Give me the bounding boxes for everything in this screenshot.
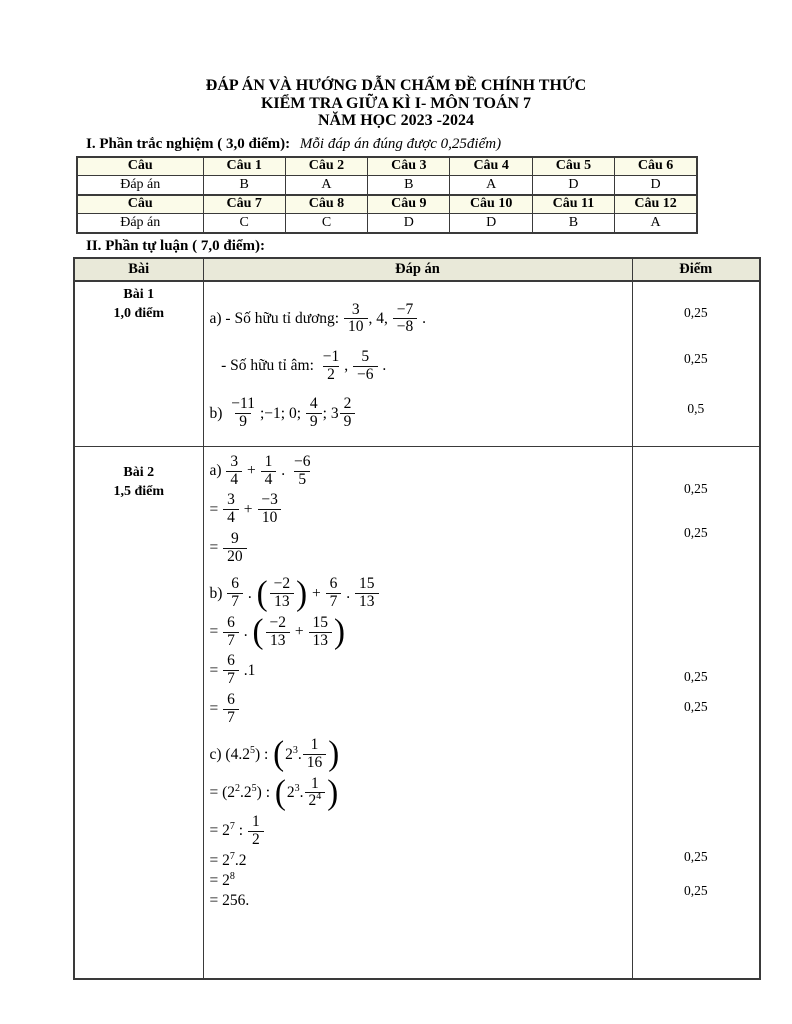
exercise-1-number: Bài 1 bbox=[123, 286, 155, 302]
score-value: 0,25 bbox=[683, 525, 708, 540]
fraction: $\frac{6}{7}$ bbox=[227, 576, 243, 610]
fraction: $\frac{1}{2}$ bbox=[248, 814, 264, 848]
score-value: 0,5 bbox=[687, 400, 705, 416]
score-value: 0,25 bbox=[683, 481, 708, 496]
big-parenthesis: ) bbox=[334, 613, 345, 651]
score-value: 0,25 bbox=[683, 849, 708, 864]
mc-answer-row bbox=[77, 214, 697, 233]
mc-header-cell: Câu 7 bbox=[203, 195, 285, 214]
fraction: $\frac{6}{7}$ bbox=[223, 692, 239, 726]
exercise-1-label-cell bbox=[74, 281, 203, 447]
big-parenthesis: ) bbox=[328, 735, 340, 774]
exercise-1-solution-cell bbox=[203, 281, 632, 447]
score-value: 0,25 bbox=[683, 669, 708, 684]
fraction: $\frac{1}{4}$ bbox=[261, 454, 277, 488]
math-line: b) $\frac{6}{7}$ . ( $\frac{-2}{13}$ ) + $\frac{6}{7}$ . $\frac{15}{13}$ bbox=[210, 575, 630, 611]
essay-header-dapan: Đáp án bbox=[203, 258, 632, 281]
score-value: 0,25 bbox=[683, 304, 708, 320]
document-title bbox=[0, 77, 792, 130]
mc-answer-cell: A bbox=[615, 214, 697, 233]
math-line: = $\frac{6}{7}$ .1 bbox=[209, 652, 256, 688]
fraction: $\frac{-2}{13}$ bbox=[270, 576, 295, 610]
mc-header-cell: Câu 12 bbox=[615, 195, 697, 214]
mc-answer-cell: D bbox=[615, 176, 697, 195]
fraction: $\frac{3}{10}$ bbox=[344, 302, 368, 336]
fraction: $\frac{1}{16}$ bbox=[303, 737, 327, 771]
section2-number: II. bbox=[86, 237, 102, 254]
math-line: = $2^7$ .2 bbox=[209, 850, 247, 869]
essay-answer-table bbox=[73, 257, 761, 980]
exercise-2-math-block bbox=[210, 453, 630, 910]
section2-heading-text: Phần tự luận ( 7,0 điểm): bbox=[105, 237, 266, 254]
mc-header-cell: Câu 8 bbox=[285, 195, 367, 214]
essay-header-row bbox=[74, 258, 760, 281]
exercise-2-total-points: 1,5 điểm bbox=[113, 484, 165, 499]
math-line: = $2^8$ bbox=[209, 870, 235, 889]
exercise-1-total-points: 1,0 điểm bbox=[113, 305, 165, 321]
fraction: $\frac{3}{4}$ bbox=[226, 454, 242, 488]
section1-number: I. bbox=[86, 135, 96, 152]
fraction: $\frac{6}{7}$ bbox=[223, 615, 239, 649]
exercise-2-row bbox=[74, 447, 760, 979]
section1-heading-note: Mỗi đáp án đúng được 0,25điểm) bbox=[299, 135, 502, 152]
exercise-1-math-block bbox=[210, 286, 630, 432]
mc-header-row bbox=[77, 157, 697, 176]
mc-answer-cell: D bbox=[450, 214, 532, 233]
essay-header-diem: Điểm bbox=[632, 258, 760, 281]
score-value: 0,25 bbox=[683, 699, 708, 714]
mc-answer-cell: Đáp án bbox=[77, 176, 203, 195]
section1-heading-text: Phần trắc nghiệm ( 3,0 điểm): bbox=[99, 135, 291, 152]
fraction: $\frac{2}{9}$ bbox=[340, 396, 356, 430]
fraction: $\frac{-6}{5}$ bbox=[294, 453, 311, 488]
exercise-2-label-cell bbox=[74, 447, 203, 979]
math-line: - Số hữu tỉ âm: $\frac{-1}{2}$ , $\frac{5}{-6}$ . bbox=[209, 347, 387, 383]
fraction: $\frac{15}{13}$ bbox=[309, 615, 333, 649]
mc-answer-cell: Đáp án bbox=[77, 214, 203, 233]
math-line: = ( $2^2$ . $2^5$ ) : ( $2^3$ . $\frac{1}{2^4}$ ) bbox=[209, 774, 339, 812]
fraction: $\frac{-2}{13}$ bbox=[266, 615, 291, 649]
mc-header-cell: Câu 11 bbox=[532, 195, 614, 214]
math-line: = $\frac{6}{7}$ . ( $\frac{-2}{13}$ + $\frac{15}{13}$ ) bbox=[209, 613, 345, 651]
big-parenthesis: ( bbox=[274, 774, 286, 812]
math-line: = $2^7$ : $\frac{1}{2}$ bbox=[210, 813, 630, 849]
mc-answer-cell: A bbox=[450, 176, 532, 195]
math-line: = $\frac{9}{20}$ bbox=[210, 530, 630, 566]
title-line-1: ĐÁP ÁN VÀ HƯỚNG DẪN CHẤM ĐỀ CHÍNH THỨC bbox=[205, 77, 587, 94]
title-line-3: NĂM HỌC 2023 -2024 bbox=[318, 112, 474, 129]
section1-heading bbox=[86, 136, 792, 153]
exercise-2-solution-cell bbox=[203, 447, 632, 979]
math-line: a) $\frac{3}{4}$ + $\frac{1}{4}$ . $\frac{-6}{5}$ bbox=[210, 453, 630, 489]
math-line: b) $\frac{-11}{9}$ ;−1; 0; $\frac{4}{9}$ ; 3 $\frac{2}{9}$ bbox=[210, 395, 630, 431]
fraction: $\frac{4}{9}$ bbox=[306, 396, 322, 430]
fraction: $\frac{-7}{-8}$ bbox=[393, 302, 418, 336]
mc-header-cell: Câu 6 bbox=[615, 157, 697, 176]
big-parenthesis: ( bbox=[273, 735, 285, 774]
mc-answer-cell: B bbox=[532, 214, 614, 233]
fraction: $\frac{-3}{10}$ bbox=[257, 492, 282, 526]
title-line-2: KIỂM TRA GIỮA KÌ I- MÔN TOÁN 7 bbox=[260, 94, 532, 112]
score-value: 0,25 bbox=[683, 883, 708, 898]
mc-header-cell: Câu bbox=[77, 195, 203, 214]
fraction: $\frac{15}{13}$ bbox=[355, 576, 379, 610]
mc-answer-cell: C bbox=[203, 214, 285, 233]
big-parenthesis: ( bbox=[256, 574, 268, 613]
big-parenthesis: ( bbox=[252, 613, 264, 651]
math-line: c) (4. $2^5$ ) : ( $2^3$ . $\frac{1}{16}$ ) bbox=[209, 735, 340, 774]
mc-answer-cell: D bbox=[532, 176, 614, 195]
exercise-2-number: Bài 2 bbox=[123, 465, 155, 480]
fraction: $\frac{-1}{2}$ bbox=[322, 347, 340, 383]
mc-answer-cell: B bbox=[368, 176, 450, 195]
mc-header-cell: Câu 1 bbox=[203, 157, 285, 176]
mc-header-cell: Câu 2 bbox=[285, 157, 367, 176]
big-parenthesis: ) bbox=[296, 574, 308, 613]
math-line: = $\frac{6}{7}$ bbox=[210, 691, 630, 727]
mc-header-cell: Câu 4 bbox=[450, 157, 532, 176]
fraction: $\frac{9}{20}$ bbox=[223, 531, 247, 565]
fraction: $\frac{5}{-6}$ bbox=[353, 349, 378, 383]
mc-answer-cell: A bbox=[285, 176, 367, 195]
exercise-2-points-cell bbox=[632, 447, 760, 979]
fraction: $\frac{1}{2^4}$ bbox=[305, 776, 326, 810]
mc-header-cell: Câu bbox=[77, 157, 203, 176]
mc-answer-cell: B bbox=[203, 176, 285, 195]
exercise-1-points-cell bbox=[632, 281, 760, 447]
fraction: $\frac{6}{7}$ bbox=[223, 653, 239, 687]
mc-header-cell: Câu 3 bbox=[368, 157, 450, 176]
math-line: a) - Số hữu tỉ dương: $\frac{3}{10}$ , 4, $\frac{-7}{-8}$ . bbox=[209, 300, 426, 336]
math-line: = $\frac{3}{4}$ + $\frac{-3}{10}$ bbox=[210, 491, 630, 527]
essay-header-bai: Bài bbox=[74, 258, 203, 281]
mc-header-cell: Câu 5 bbox=[532, 157, 614, 176]
multiple-choice-answer-table bbox=[76, 156, 698, 234]
math-line: = 256. bbox=[209, 891, 250, 909]
mc-header-cell: Câu 9 bbox=[368, 195, 450, 214]
exercise-1-row bbox=[74, 281, 760, 447]
big-parenthesis: ) bbox=[327, 774, 339, 812]
mc-answer-row bbox=[77, 176, 697, 195]
mc-answer-cell: C bbox=[285, 214, 367, 233]
section2-heading bbox=[86, 238, 792, 255]
fraction: $\frac{3}{4}$ bbox=[223, 492, 239, 526]
fraction: $\frac{-11}{9}$ bbox=[231, 395, 255, 431]
mc-answer-cell: D bbox=[368, 214, 450, 233]
mc-header-cell: Câu 10 bbox=[450, 195, 532, 214]
fraction: $\frac{6}{7}$ bbox=[326, 576, 342, 610]
mc-header-row bbox=[77, 195, 697, 214]
score-value: 0,25 bbox=[683, 350, 708, 366]
